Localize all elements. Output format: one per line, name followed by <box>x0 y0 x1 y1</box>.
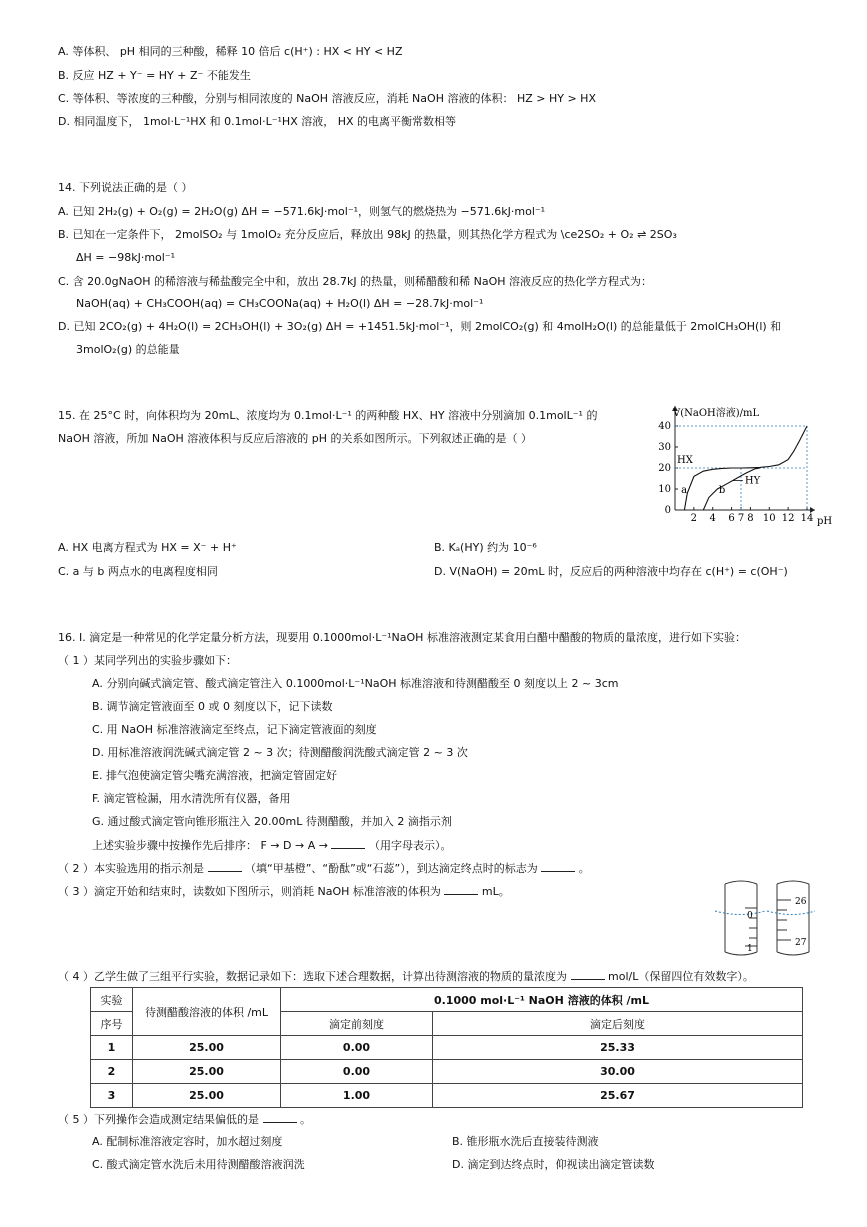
endpoint-answer-blank[interactable] <box>541 860 575 872</box>
q16-step-a: A. 分别向碱式滴定管、酸式滴定管注入 0.1000mol·L⁻¹NaOH 标准溶液和待测醋酸至 0 刻度以上 2 ~ 3cm <box>92 677 619 690</box>
header-before: 滴定前刻度 <box>281 1012 433 1036</box>
row-number: 1 <box>91 1036 133 1060</box>
header-seq-2: 序号 <box>91 1012 133 1036</box>
row-after: 30.00 <box>433 1060 803 1084</box>
ph-titration-chart <box>643 400 833 530</box>
q16-part5-option-c: C. 酸式滴定管水洗后未用待测醋酸溶液润洗 <box>92 1158 305 1171</box>
part2-suffix: 。 <box>578 862 590 875</box>
q13-option-a: A. 等体积、 pH 相同的三种酸，稀释 10 倍后 c(H⁺) : HX < HY < HZ <box>58 45 403 58</box>
y-tick-label: 0 <box>664 505 671 516</box>
volume-answer-blank[interactable] <box>444 883 478 895</box>
titration-data-table <box>90 987 803 1108</box>
q16-step-e: E. 排气泡使滴定管尖嘴充满溶液，把滴定管固定好 <box>92 769 337 782</box>
low-result-answer-blank[interactable] <box>263 1111 297 1123</box>
row-before: 1.00 <box>281 1084 433 1108</box>
burette-readings-figure <box>715 878 815 958</box>
q16-part4 <box>58 968 754 985</box>
series-label-hx: HX <box>677 454 693 466</box>
q16-order-line <box>92 837 451 854</box>
x-tick-label: 4 <box>709 513 716 524</box>
part3-prefix: （ 3 ）滴定开始和结束时，读数如下图所示，则消耗 NaOH 标准溶液的体积为 <box>58 885 441 898</box>
q15-option-d: D. V(NaOH) = 20mL 时，反应后的两种溶液中均存在 c(H⁺) = c(OH⁻) <box>434 565 788 578</box>
q14-option-c-line2: NaOH(aq) + CH₃COOH(aq) = CH₃COONa(aq) + H₂O(l) ΔH = −28.7kJ·mol⁻¹ <box>76 297 484 310</box>
q16-step-c: C. 用 NaOH 标准溶液滴定至终点，记下滴定管液面的刻度 <box>92 723 377 736</box>
q16-part3 <box>58 883 510 900</box>
q14-stem: 14. 下列说法正确的是（ ） <box>58 181 193 194</box>
q16-part5-option-a: A. 配制标准溶液定容时，加水超过刻度 <box>92 1135 283 1148</box>
row-after: 25.67 <box>433 1084 803 1108</box>
q14-option-a: A. 已知 2H₂(g) + O₂(g) = 2H₂O(g) ΔH = −571.6kJ·mol⁻¹，则氢气的燃烧热为 −571.6kJ·mol⁻¹ <box>58 205 546 218</box>
q16-step-b: B. 调节滴定管液面至 0 或 0 刻度以下，记下读数 <box>92 700 333 713</box>
row-number: 3 <box>91 1084 133 1108</box>
table-row <box>91 1060 803 1084</box>
x-tick-label: 10 <box>762 513 776 524</box>
row-before: 0.00 <box>281 1036 433 1060</box>
q14-option-b-line1: B. 已知在一定条件下， 2molSO₂ 与 1molO₂ 充分反应后，释放出 98kJ 的热量，则其热化学方程式为 \ce2SO₂ + O₂ ⇌ 2SO₃ <box>58 228 677 241</box>
part2-middle: （填“甲基橙”、“酚酞”或“石蕊”），到达滴定终点时的标志为 <box>245 862 538 875</box>
q15-option-a: A. HX 电离方程式为 HX = X⁻ + H⁺ <box>58 541 237 554</box>
table-row <box>91 1084 803 1108</box>
q16-stem: 16. Ⅰ. 滴定是一种常见的化学定量分析方法，现要用 0.1000mol·L⁻¹NaOH 标准溶液测定某食用白醋中醋酸的物质的量浓度，进行如下实验： <box>58 631 746 644</box>
y-tick-label: 30 <box>658 442 671 453</box>
burette-right-label-27: 27 <box>795 938 807 948</box>
x-tick-label: 8 <box>747 513 754 524</box>
q16-part5-option-d: D. 滴定到达终点时，仰视读出滴定管读数 <box>452 1158 655 1171</box>
part4-prefix: （ 4 ）乙学生做了三组平行实验，数据记录如下：选取下述合理数据，计算出待测溶液的物质的量浓度为 <box>58 970 567 983</box>
row-number: 2 <box>91 1060 133 1084</box>
q14-option-b-line2: ΔH = −98kJ·mol⁻¹ <box>76 251 176 264</box>
row-after: 25.33 <box>433 1036 803 1060</box>
series-label-hy: HY <box>744 475 761 487</box>
x-tick-label: 12 <box>781 513 795 524</box>
y-tick-label: 20 <box>658 463 671 474</box>
order-prefix: 上述实验步骤中按操作先后排序： F → D → A → <box>92 839 328 852</box>
part5-suffix: 。 <box>300 1113 311 1126</box>
row-before: 0.00 <box>281 1060 433 1084</box>
burette-left-label-0: 0 <box>747 911 753 921</box>
order-answer-blank[interactable] <box>331 837 365 849</box>
y-tick-label: 40 <box>658 421 671 432</box>
y-axis-label: V(NaOH溶液)/mL <box>673 408 760 419</box>
row-acid-volume: 25.00 <box>133 1060 281 1084</box>
q15-option-b: B. Kₐ(HY) 约为 10⁻⁶ <box>434 541 537 554</box>
q16-part5 <box>58 1111 311 1128</box>
q14-option-d-line1: D. 已知 2CO₂(g) + 4H₂O(l) = 2CH₃OH(l) + 3O₂(g) ΔH = +1451.5kJ·mol⁻¹，则 2molCO₂(g) 和 4molH₂O(l) 的总能量低于 2molCH₃OH(l) 和 <box>58 320 782 333</box>
row-acid-volume: 25.00 <box>133 1036 281 1060</box>
header-after: 滴定后刻度 <box>433 1012 803 1036</box>
row-acid-volume: 25.00 <box>133 1084 281 1108</box>
part3-suffix: mL。 <box>481 885 510 898</box>
q13-option-c: C. 等体积、等浓度的三种酸，分别与相同浓度的 NaOH 溶液反应，消耗 NaOH 溶液的体积： HZ > HY > HX <box>58 92 596 105</box>
q16-step-d: D. 用标准溶液润洗碱式滴定管 2 ~ 3 次；待测醋酸润洗酸式滴定管 2 ~ 3 次 <box>92 746 468 759</box>
concentration-answer-blank[interactable] <box>571 968 605 980</box>
x-tick-label: 14 <box>800 513 814 524</box>
x-tick-label: 2 <box>690 513 698 524</box>
y-tick-label: 10 <box>658 484 671 495</box>
q16-part5-option-b: B. 锥形瓶水洗后直接装待测液 <box>452 1135 599 1148</box>
q13-option-b: B. 反应 HZ + Y⁻ = HY + Z⁻ 不能发生 <box>58 69 251 82</box>
burette-right-label-26: 26 <box>795 897 807 907</box>
q14-option-d-line2: 3molO₂(g) 的总能量 <box>76 343 180 356</box>
q15-option-c: C. a 与 b 两点水的电离程度相同 <box>58 565 218 578</box>
q15-stem-line1: 15. 在 25°C 时，向体积均为 20mL、浓度均为 0.1mol·L⁻¹ 的两种酸 HX、HY 溶液中分别滴加 0.1molL⁻¹ 的 <box>58 409 598 422</box>
point-label-a: a <box>681 485 688 496</box>
x-axis-label: pH <box>817 516 833 527</box>
part2-prefix: （ 2 ）本实验选用的指示剂是 <box>58 862 204 875</box>
burette-left-label-1: 1 <box>747 944 753 954</box>
table-row <box>91 1036 803 1060</box>
header-naoh-volume: 0.1000 mol·L⁻¹ NaOH 溶液的体积 /mL <box>281 988 803 1012</box>
part4-suffix: mol/L（保留四位有效数字）。 <box>608 970 754 983</box>
series-line-hy <box>703 468 760 510</box>
order-suffix: （用字母表示）。 <box>368 839 452 852</box>
header-acid-volume: 待测醋酸溶液的体积 /mL <box>133 988 281 1036</box>
q16-step-f: F. 滴定管检漏，用水清洗所有仪器，备用 <box>92 792 291 805</box>
burette-right-meniscus <box>767 911 815 915</box>
x-tick-label: 6 <box>728 513 735 524</box>
x-tick-label: 7 <box>737 513 745 524</box>
part5-prefix: （ 5 ）下列操作会造成测定结果偏低的是 <box>58 1113 259 1126</box>
q14-option-c-line1: C. 含 20.0gNaOH 的稀溶液与稀盐酸完全中和，放出 28.7kJ 的热量，则稀醋酸和稀 NaOH 溶液反应的热化学方程式为： <box>58 275 653 288</box>
header-seq-1: 实验 <box>91 988 133 1012</box>
q13-option-d: D. 相同温度下， 1mol·L⁻¹HX 和 0.1mol·L⁻¹HX 溶液， HX 的电离平衡常数相等 <box>58 115 457 128</box>
q16-part1-title: （ 1 ）某同学列出的实验步骤如下： <box>58 654 237 667</box>
indicator-answer-blank[interactable] <box>208 860 242 872</box>
q16-part2 <box>58 860 590 877</box>
chart-axes <box>672 406 815 513</box>
q15-stem-line2: NaOH 溶液，所加 NaOH 溶液体积与反应后溶液的 pH 的关系如图所示。下列叙述正确的是（ ） <box>58 432 533 445</box>
q16-step-g: G. 通过酸式滴定管向锥形瓶注入 20.00mL 待测醋酸，并加入 2 滴指示剂 <box>92 815 452 828</box>
point-label-b: b <box>718 485 726 496</box>
